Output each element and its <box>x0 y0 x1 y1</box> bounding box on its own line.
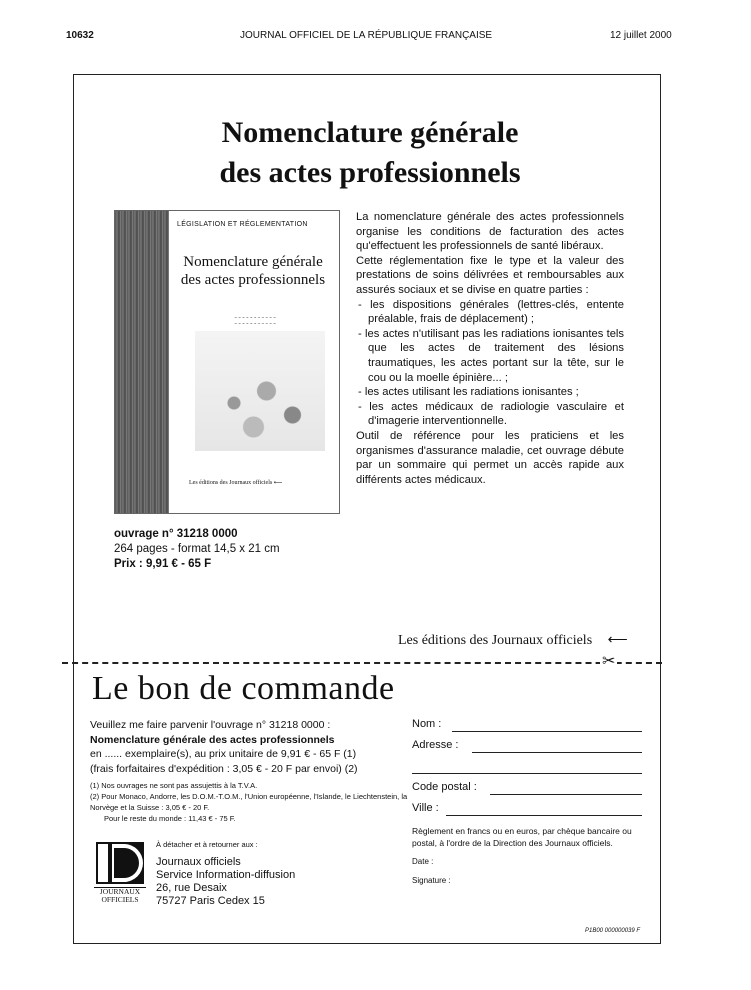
editions-text: Les éditions des Journaux officiels <box>398 633 593 648</box>
shipping-line: (frais forfaitaires d'expédition : 3,05 € - 20 F par envoi) (2) <box>90 762 358 775</box>
name-field[interactable] <box>412 718 652 739</box>
description-p1: La nomenclature générale des actes professionnels organise les conditions de facturation des actes qu'effectuent les professionnels de santé libéraux. <box>356 211 624 253</box>
order-intro: Veuillez me faire parvenir l'ouvrage n° 31218 0000 : <box>90 719 331 731</box>
book-reference <box>114 527 280 572</box>
note-1: (1) Nos ouvrages ne sont pas assujettis à la T.V.A. <box>90 781 258 790</box>
scissors-icon: ✂ <box>602 653 616 670</box>
payment-note: Règlement en francs ou en euros, par chèque bancaire ou postal, à l'ordre de la Direction des Journaux officiels. <box>412 826 632 848</box>
signature-label[interactable]: Signature : <box>412 876 451 885</box>
arrow-left-icon: ⟵ <box>273 480 283 486</box>
logo-text-line: JOURNAUX <box>99 887 141 896</box>
address-label: Adresse : <box>412 739 459 751</box>
order-form-title: Le bon de commande <box>92 670 395 707</box>
cover-photo <box>195 331 325 451</box>
book-cover <box>114 210 340 514</box>
postal-line[interactable] <box>490 794 642 795</box>
editions-signature <box>398 632 628 649</box>
cover-footer <box>189 479 282 486</box>
ad-title-line2: des actes professionnels <box>219 156 521 189</box>
cover-footer-text: Les éditions des Journaux officiels <box>189 480 273 486</box>
pages-format: 264 pages - format 14,5 x 21 cm <box>114 543 280 555</box>
customer-fields <box>412 718 652 885</box>
postal-field[interactable] <box>412 781 652 802</box>
work-number: ouvrage n° 31218 0000 <box>114 528 238 540</box>
description-p3: Outil de référence pour les praticiens et les organismes d'assurance maladie, cet ouvrage débute par un sommaire qui permet un accès rapide aux différents actes médicaux. <box>356 429 624 486</box>
cover-spine <box>115 211 169 513</box>
address-field-2[interactable] <box>412 760 652 781</box>
city-label: Ville : <box>412 802 439 814</box>
address-line: 75727 Paris Cedex 15 <box>156 895 265 907</box>
postal-label: Code postal : <box>412 781 477 793</box>
page-number: 10632 <box>66 30 94 41</box>
return-address <box>156 856 295 908</box>
note-3: Pour le reste du monde : 11,43 € - 75 F. <box>104 814 236 823</box>
cover-title: Nomenclature générale des actes professionnels <box>180 254 326 288</box>
list-item: - les dispositions générales (lettres-clés, entente préalable, frais de déplacement) ; <box>358 298 624 326</box>
address-field[interactable] <box>412 739 652 760</box>
issue-date: 12 juillet 2000 <box>610 30 672 41</box>
list-item: - les actes n'utilisant pas les radiations ionisantes tels que les actes de traitement des lésions traumatiques, les actes portant sur la tête, sur le cou ou la moelle épinière... ; <box>358 327 624 384</box>
city-field[interactable] <box>412 802 652 823</box>
address-line-2[interactable] <box>412 773 642 774</box>
address-line-1[interactable] <box>472 752 642 753</box>
address-line: Journaux officiels <box>156 856 241 868</box>
name-line[interactable] <box>452 731 642 732</box>
cover-heading: LÉGISLATION ET RÉGLEMENTATION <box>177 221 308 228</box>
copies-line: en ...... exemplaire(s), au prix unitaire de 9,91 € - 65 F (1) <box>90 748 357 760</box>
order-book-title: Nomenclature générale des actes professionnels <box>90 733 335 746</box>
journaux-officiels-logo <box>92 840 148 906</box>
price: Prix : 9,91 € - 65 F <box>114 558 212 570</box>
list-item: - les actes médicaux de radiologie vasculaire et d'imagerie interventionnelle. <box>358 400 624 428</box>
order-details <box>90 718 410 824</box>
list-item: - les actes utilisant les radiations ionisantes ; <box>358 386 579 399</box>
form-code: P1B00 000000039 F <box>585 928 641 934</box>
arrow-left-icon: ⟵ <box>607 633 628 648</box>
logo-text <box>94 887 146 904</box>
city-line[interactable] <box>446 815 642 816</box>
cover-subtitle-lines: ~ ~ ~ ~ ~ ~ ~ ~ ~ ~ ~ ~ ~ ~ ~ ~ ~ ~ ~ ~ ~ ~ <box>234 315 276 326</box>
description-p2: Cette réglementation fixe le type et la valeur des prestations de soins délivrées et remboursables aux assurés sociaux et se divise en quatre parties : <box>356 254 624 296</box>
cut-line <box>62 662 662 664</box>
name-label: Nom : <box>412 718 442 730</box>
logo-text-line: OFFICIELS <box>101 895 139 904</box>
description <box>356 210 624 487</box>
ad-title-line1: Nomenclature générale <box>221 116 519 149</box>
detach-note: À détacher et à retourner aux : <box>156 840 258 849</box>
note-2: (2) Pour Monaco, Andorre, les D.O.M.-T.O.M., l'Union européenne, l'Islande, le Liechtenstein, la Norvège et la Suisse : 3,05 € - 20 F. <box>90 792 408 812</box>
date-label[interactable]: Date : <box>412 857 434 866</box>
address-line: Service Information-diffusion <box>156 869 296 881</box>
journal-title: JOURNAL OFFICIEL DE LA RÉPUBLIQUE FRANÇAISE <box>240 30 493 41</box>
address-line: 26, rue Desaix <box>156 882 227 894</box>
